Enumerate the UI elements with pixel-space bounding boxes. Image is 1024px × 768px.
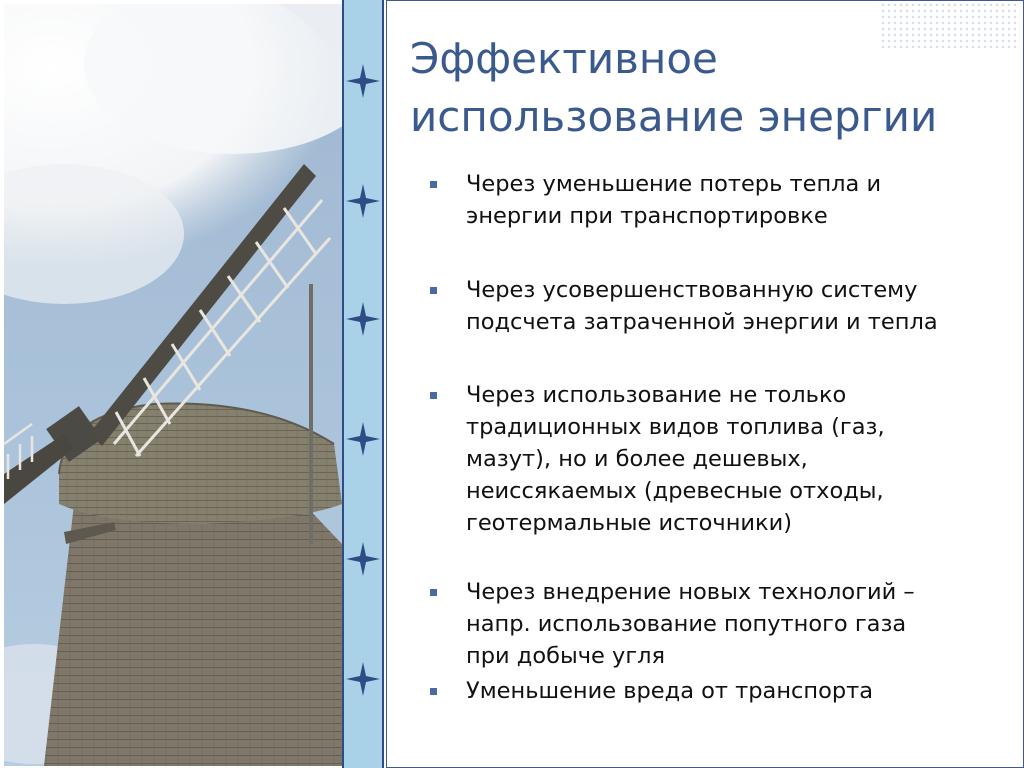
bullet-text: Уменьшение вреда от транспорта (466, 678, 874, 704)
bullet-marker-icon (430, 392, 437, 399)
bullet-marker-icon (430, 287, 437, 294)
slide-title: Эффективное использование энергии (410, 34, 938, 141)
four-point-star-icon (346, 184, 380, 218)
decorative-strip (342, 0, 384, 768)
bullet-text: Через внедрение новых технологий – напр. использование попутного газа при добыче угля (466, 579, 915, 669)
bullet-marker-icon (430, 181, 437, 188)
four-point-star-icon (346, 422, 380, 456)
bullet-text: Через усовершенствованную систему подсчета затраченной энергии и тепла (466, 277, 938, 335)
windmill-photo (4, 4, 342, 766)
bullet-marker-icon (430, 589, 437, 596)
four-point-star-icon (346, 64, 380, 98)
bullet-text: Через использование не только традиционных видов топлива (газ, мазут), но и более дешевых, неиссякаемых (древесные отходы, геотермальные источники) (466, 382, 885, 536)
four-point-star-icon (346, 662, 380, 696)
bullet-marker-icon (430, 688, 437, 695)
bullet-text: Через уменьшение потерь тепла и энергии при транспортировке (466, 171, 882, 229)
four-point-star-icon (346, 302, 380, 336)
four-point-star-icon (346, 542, 380, 576)
